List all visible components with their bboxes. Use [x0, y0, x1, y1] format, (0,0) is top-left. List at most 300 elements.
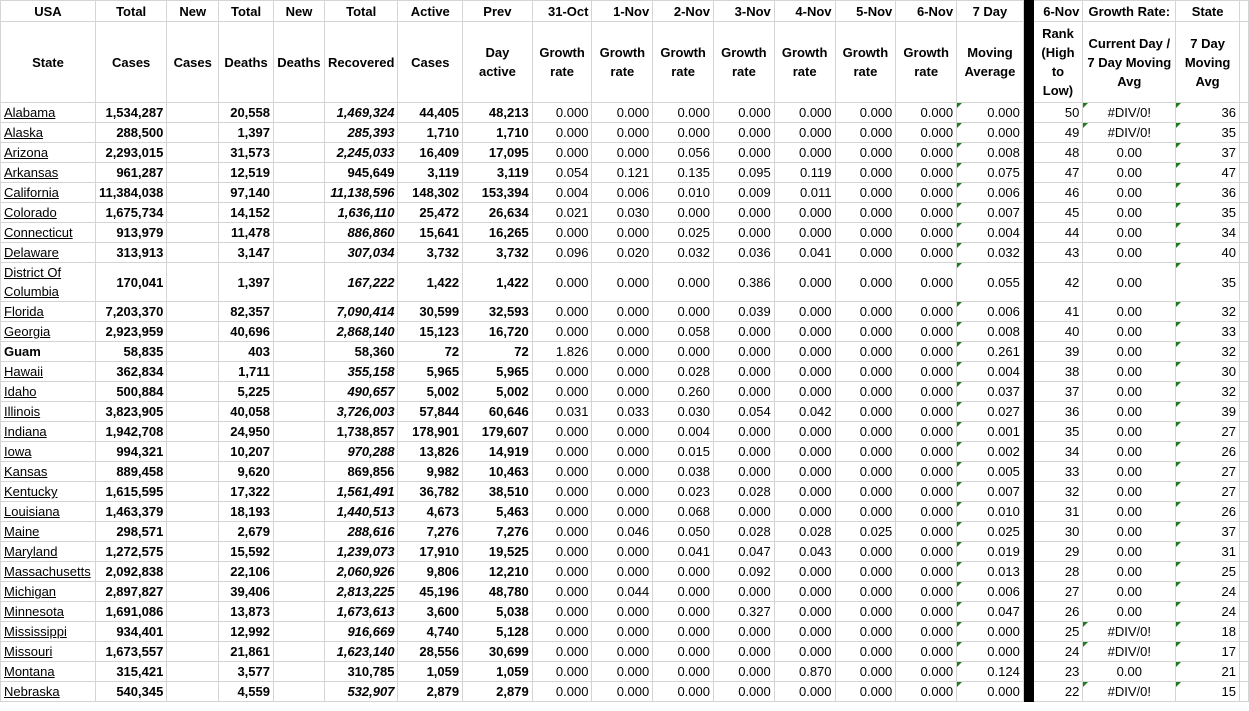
- growth-rate-cell[interactable]: 0.000: [896, 263, 957, 302]
- column-header[interactable]: 5-Nov: [835, 1, 896, 22]
- prev-day-active-cell[interactable]: 1,422: [463, 263, 533, 302]
- new-cases-cell[interactable]: [167, 442, 219, 462]
- empty-cell[interactable]: [1239, 442, 1248, 462]
- total-deaths-cell[interactable]: 3,147: [219, 243, 274, 263]
- growth-rate-cell[interactable]: 0.000: [835, 183, 896, 203]
- new-cases-cell[interactable]: [167, 243, 219, 263]
- total-cases-cell[interactable]: 3,823,905: [95, 402, 166, 422]
- growth-rate-cell[interactable]: 0.000: [714, 442, 775, 462]
- moving-average-cell[interactable]: 0.000: [957, 642, 1024, 662]
- empty-cell[interactable]: [1239, 602, 1248, 622]
- total-cases-cell[interactable]: 1,691,086: [95, 602, 166, 622]
- new-cases-cell[interactable]: [167, 302, 219, 322]
- column-header[interactable]: 7 Day Moving Avg: [1176, 22, 1240, 103]
- state-link[interactable]: Hawaii: [4, 364, 44, 379]
- growth-rate-cell[interactable]: 0.000: [653, 302, 714, 322]
- new-deaths-cell[interactable]: [273, 203, 324, 223]
- state-link[interactable]: Maryland: [4, 544, 58, 559]
- current-over-avg-cell[interactable]: 0.00: [1083, 582, 1176, 602]
- active-cases-cell[interactable]: 30,599: [398, 302, 463, 322]
- growth-rate-cell[interactable]: 0.000: [592, 302, 653, 322]
- current-over-avg-cell[interactable]: 0.00: [1083, 243, 1176, 263]
- prev-day-active-cell[interactable]: 153,394: [463, 183, 533, 203]
- state-7day-avg-cell[interactable]: 35: [1176, 123, 1240, 143]
- column-header[interactable]: Cases: [95, 22, 166, 103]
- growth-rate-cell[interactable]: 0.006: [592, 183, 653, 203]
- growth-rate-cell[interactable]: 0.000: [592, 562, 653, 582]
- state-cell[interactable]: [1, 602, 96, 622]
- new-cases-cell[interactable]: [167, 502, 219, 522]
- recovered-cell[interactable]: 2,245,033: [324, 143, 397, 163]
- column-header[interactable]: Growth rate: [592, 22, 653, 103]
- current-over-avg-cell[interactable]: #DIV/0!: [1083, 103, 1176, 123]
- state-link[interactable]: Kansas: [4, 464, 48, 479]
- growth-rate-cell[interactable]: 0.000: [835, 223, 896, 243]
- current-over-avg-cell[interactable]: 0.00: [1083, 662, 1176, 682]
- growth-rate-cell[interactable]: 0.000: [532, 522, 592, 542]
- rank-cell[interactable]: 25: [1033, 622, 1083, 642]
- new-deaths-cell[interactable]: [273, 482, 324, 502]
- growth-rate-cell[interactable]: 0.000: [896, 502, 957, 522]
- new-deaths-cell[interactable]: [273, 582, 324, 602]
- state-cell[interactable]: [1, 482, 96, 502]
- state-7day-avg-cell[interactable]: 39: [1176, 402, 1240, 422]
- new-cases-cell[interactable]: [167, 103, 219, 123]
- rank-cell[interactable]: 48: [1033, 143, 1083, 163]
- new-deaths-cell[interactable]: [273, 682, 324, 702]
- new-deaths-cell[interactable]: [273, 402, 324, 422]
- state-cell[interactable]: [1, 562, 96, 582]
- growth-rate-cell[interactable]: 0.000: [774, 322, 835, 342]
- rank-cell[interactable]: 39: [1033, 342, 1083, 362]
- growth-rate-cell[interactable]: 0.000: [714, 502, 775, 522]
- rank-cell[interactable]: 22: [1033, 682, 1083, 702]
- state-link[interactable]: Minnesota: [4, 604, 64, 619]
- empty-cell[interactable]: [1239, 462, 1248, 482]
- growth-rate-cell[interactable]: 0.000: [592, 382, 653, 402]
- column-header[interactable]: Total: [219, 1, 274, 22]
- growth-rate-cell[interactable]: 0.000: [592, 642, 653, 662]
- growth-rate-cell[interactable]: 0.000: [653, 582, 714, 602]
- current-over-avg-cell[interactable]: #DIV/0!: [1083, 123, 1176, 143]
- prev-day-active-cell[interactable]: 179,607: [463, 422, 533, 442]
- recovered-cell[interactable]: 2,868,140: [324, 322, 397, 342]
- growth-rate-cell[interactable]: 0.028: [714, 482, 775, 502]
- rank-cell[interactable]: 50: [1033, 103, 1083, 123]
- column-header[interactable]: 2-Nov: [653, 1, 714, 22]
- new-deaths-cell[interactable]: [273, 422, 324, 442]
- growth-rate-cell[interactable]: 0.000: [653, 622, 714, 642]
- prev-day-active-cell[interactable]: 30,699: [463, 642, 533, 662]
- column-header[interactable]: Total: [95, 1, 166, 22]
- empty-cell[interactable]: [1239, 502, 1248, 522]
- moving-average-cell[interactable]: 0.006: [957, 302, 1024, 322]
- rank-cell[interactable]: 29: [1033, 542, 1083, 562]
- moving-average-cell[interactable]: 0.007: [957, 482, 1024, 502]
- growth-rate-cell[interactable]: 0.000: [835, 442, 896, 462]
- recovered-cell[interactable]: 3,726,003: [324, 402, 397, 422]
- recovered-cell[interactable]: 1,623,140: [324, 642, 397, 662]
- growth-rate-cell[interactable]: 0.000: [835, 263, 896, 302]
- empty-cell[interactable]: [1239, 382, 1248, 402]
- empty-cell[interactable]: [1239, 143, 1248, 163]
- rank-cell[interactable]: 36: [1033, 402, 1083, 422]
- new-deaths-cell[interactable]: [273, 622, 324, 642]
- state-7day-avg-cell[interactable]: 36: [1176, 183, 1240, 203]
- total-deaths-cell[interactable]: 13,873: [219, 602, 274, 622]
- moving-average-cell[interactable]: 0.008: [957, 143, 1024, 163]
- prev-day-active-cell[interactable]: 60,646: [463, 402, 533, 422]
- growth-rate-cell[interactable]: 0.000: [774, 362, 835, 382]
- rank-cell[interactable]: 30: [1033, 522, 1083, 542]
- total-cases-cell[interactable]: 1,534,287: [95, 103, 166, 123]
- new-cases-cell[interactable]: [167, 662, 219, 682]
- state-7day-avg-cell[interactable]: 32: [1176, 382, 1240, 402]
- new-cases-cell[interactable]: [167, 322, 219, 342]
- column-header[interactable]: Growth rate: [532, 22, 592, 103]
- growth-rate-cell[interactable]: 0.000: [653, 342, 714, 362]
- total-cases-cell[interactable]: 913,979: [95, 223, 166, 243]
- column-header[interactable]: 7 Day: [957, 1, 1024, 22]
- state-7day-avg-cell[interactable]: 37: [1176, 143, 1240, 163]
- growth-rate-cell[interactable]: 0.000: [592, 462, 653, 482]
- recovered-cell[interactable]: 886,860: [324, 223, 397, 243]
- rank-cell[interactable]: 44: [1033, 223, 1083, 243]
- moving-average-cell[interactable]: 0.006: [957, 183, 1024, 203]
- growth-rate-cell[interactable]: 0.000: [835, 502, 896, 522]
- growth-rate-cell[interactable]: 0.870: [774, 662, 835, 682]
- growth-rate-cell[interactable]: 0.000: [774, 602, 835, 622]
- growth-rate-cell[interactable]: 0.000: [653, 103, 714, 123]
- growth-rate-cell[interactable]: 0.000: [653, 642, 714, 662]
- growth-rate-cell[interactable]: 0.000: [896, 562, 957, 582]
- new-deaths-cell[interactable]: [273, 462, 324, 482]
- growth-rate-cell[interactable]: 0.000: [896, 223, 957, 243]
- current-over-avg-cell[interactable]: 0.00: [1083, 402, 1176, 422]
- total-deaths-cell[interactable]: 1,711: [219, 362, 274, 382]
- growth-rate-cell[interactable]: 0.000: [774, 582, 835, 602]
- state-cell[interactable]: [1, 143, 96, 163]
- total-deaths-cell[interactable]: 14,152: [219, 203, 274, 223]
- growth-rate-cell[interactable]: 0.028: [653, 362, 714, 382]
- new-cases-cell[interactable]: [167, 602, 219, 622]
- growth-rate-cell[interactable]: 0.000: [835, 682, 896, 702]
- state-cell[interactable]: [1, 322, 96, 342]
- state-link[interactable]: Alaska: [4, 125, 44, 140]
- state-link[interactable]: Delaware: [4, 245, 59, 260]
- current-over-avg-cell[interactable]: 0.00: [1083, 183, 1176, 203]
- total-deaths-cell[interactable]: 40,058: [219, 402, 274, 422]
- column-header[interactable]: Total: [324, 1, 397, 22]
- active-cases-cell[interactable]: 25,472: [398, 203, 463, 223]
- growth-rate-cell[interactable]: 0.050: [653, 522, 714, 542]
- growth-rate-cell[interactable]: 0.000: [896, 462, 957, 482]
- empty-cell[interactable]: [1239, 422, 1248, 442]
- new-deaths-cell[interactable]: [273, 163, 324, 183]
- growth-rate-cell[interactable]: 0.011: [774, 183, 835, 203]
- current-over-avg-cell[interactable]: 0.00: [1083, 322, 1176, 342]
- growth-rate-cell[interactable]: 0.000: [714, 143, 775, 163]
- growth-rate-cell[interactable]: 0.000: [592, 342, 653, 362]
- growth-rate-cell[interactable]: 0.000: [532, 462, 592, 482]
- current-over-avg-cell[interactable]: 0.00: [1083, 482, 1176, 502]
- growth-rate-cell[interactable]: 0.000: [592, 263, 653, 302]
- prev-day-active-cell[interactable]: 1,710: [463, 123, 533, 143]
- growth-rate-cell[interactable]: 0.000: [532, 582, 592, 602]
- total-deaths-cell[interactable]: 24,950: [219, 422, 274, 442]
- rank-cell[interactable]: 23: [1033, 662, 1083, 682]
- total-deaths-cell[interactable]: 31,573: [219, 143, 274, 163]
- new-deaths-cell[interactable]: [273, 263, 324, 302]
- growth-rate-cell[interactable]: 0.000: [774, 642, 835, 662]
- growth-rate-cell[interactable]: 0.000: [532, 482, 592, 502]
- new-deaths-cell[interactable]: [273, 562, 324, 582]
- new-deaths-cell[interactable]: [273, 542, 324, 562]
- prev-day-active-cell[interactable]: 17,095: [463, 143, 533, 163]
- total-cases-cell[interactable]: 288,500: [95, 123, 166, 143]
- empty-cell[interactable]: [1239, 243, 1248, 263]
- growth-rate-cell[interactable]: 0.000: [592, 362, 653, 382]
- growth-rate-cell[interactable]: 0.000: [774, 562, 835, 582]
- growth-rate-cell[interactable]: 0.000: [653, 203, 714, 223]
- total-deaths-cell[interactable]: 4,559: [219, 682, 274, 702]
- growth-rate-cell[interactable]: 0.046: [592, 522, 653, 542]
- total-cases-cell[interactable]: 315,421: [95, 662, 166, 682]
- growth-rate-cell[interactable]: 0.000: [835, 322, 896, 342]
- column-header[interactable]: 3-Nov: [714, 1, 775, 22]
- state-cell[interactable]: [1, 622, 96, 642]
- total-deaths-cell[interactable]: 2,679: [219, 522, 274, 542]
- state-cell[interactable]: [1, 402, 96, 422]
- growth-rate-cell[interactable]: 0.000: [714, 103, 775, 123]
- prev-day-active-cell[interactable]: 7,276: [463, 522, 533, 542]
- total-cases-cell[interactable]: 961,287: [95, 163, 166, 183]
- prev-day-active-cell[interactable]: 5,002: [463, 382, 533, 402]
- new-cases-cell[interactable]: [167, 542, 219, 562]
- total-deaths-cell[interactable]: 22,106: [219, 562, 274, 582]
- new-cases-cell[interactable]: [167, 422, 219, 442]
- growth-rate-cell[interactable]: 0.038: [653, 462, 714, 482]
- growth-rate-cell[interactable]: 0.000: [532, 322, 592, 342]
- new-deaths-cell[interactable]: [273, 183, 324, 203]
- active-cases-cell[interactable]: 4,673: [398, 502, 463, 522]
- active-cases-cell[interactable]: 1,422: [398, 263, 463, 302]
- growth-rate-cell[interactable]: 0.000: [532, 562, 592, 582]
- total-deaths-cell[interactable]: 82,357: [219, 302, 274, 322]
- rank-cell[interactable]: 28: [1033, 562, 1083, 582]
- growth-rate-cell[interactable]: 0.000: [896, 322, 957, 342]
- state-cell[interactable]: [1, 542, 96, 562]
- state-7day-avg-cell[interactable]: 24: [1176, 602, 1240, 622]
- growth-rate-cell[interactable]: 0.000: [774, 302, 835, 322]
- growth-rate-cell[interactable]: 0.000: [714, 682, 775, 702]
- growth-rate-cell[interactable]: 0.000: [532, 662, 592, 682]
- total-cases-cell[interactable]: 313,913: [95, 243, 166, 263]
- new-cases-cell[interactable]: [167, 382, 219, 402]
- column-header[interactable]: Growth rate: [774, 22, 835, 103]
- recovered-cell[interactable]: 7,090,414: [324, 302, 397, 322]
- growth-rate-cell[interactable]: 0.000: [592, 143, 653, 163]
- state-cell[interactable]: [1, 682, 96, 702]
- moving-average-cell[interactable]: 0.013: [957, 562, 1024, 582]
- active-cases-cell[interactable]: 72: [398, 342, 463, 362]
- moving-average-cell[interactable]: 0.032: [957, 243, 1024, 263]
- new-cases-cell[interactable]: [167, 163, 219, 183]
- growth-rate-cell[interactable]: 0.095: [714, 163, 775, 183]
- rank-cell[interactable]: 43: [1033, 243, 1083, 263]
- prev-day-active-cell[interactable]: 32,593: [463, 302, 533, 322]
- rank-cell[interactable]: 47: [1033, 163, 1083, 183]
- growth-rate-cell[interactable]: 0.327: [714, 602, 775, 622]
- new-deaths-cell[interactable]: [273, 382, 324, 402]
- state-7day-avg-cell[interactable]: 36: [1176, 103, 1240, 123]
- total-cases-cell[interactable]: 2,897,827: [95, 582, 166, 602]
- growth-rate-cell[interactable]: 0.000: [592, 602, 653, 622]
- growth-rate-cell[interactable]: 0.000: [835, 642, 896, 662]
- total-cases-cell[interactable]: 2,923,959: [95, 322, 166, 342]
- growth-rate-cell[interactable]: 0.135: [653, 163, 714, 183]
- total-deaths-cell[interactable]: 10,207: [219, 442, 274, 462]
- new-cases-cell[interactable]: [167, 522, 219, 542]
- growth-rate-cell[interactable]: 0.028: [714, 522, 775, 542]
- recovered-cell[interactable]: 288,616: [324, 522, 397, 542]
- prev-day-active-cell[interactable]: 19,525: [463, 542, 533, 562]
- active-cases-cell[interactable]: 16,409: [398, 143, 463, 163]
- total-cases-cell[interactable]: 540,345: [95, 682, 166, 702]
- total-cases-cell[interactable]: 2,092,838: [95, 562, 166, 582]
- moving-average-cell[interactable]: 0.025: [957, 522, 1024, 542]
- growth-rate-cell[interactable]: 0.000: [774, 103, 835, 123]
- moving-average-cell[interactable]: 0.037: [957, 382, 1024, 402]
- empty-cell[interactable]: [1239, 562, 1248, 582]
- growth-rate-cell[interactable]: 0.043: [774, 542, 835, 562]
- state-7day-avg-cell[interactable]: 32: [1176, 342, 1240, 362]
- active-cases-cell[interactable]: 45,196: [398, 582, 463, 602]
- column-header[interactable]: Day active: [463, 22, 533, 103]
- column-header[interactable]: Growth rate: [835, 22, 896, 103]
- growth-rate-cell[interactable]: 0.042: [774, 402, 835, 422]
- total-deaths-cell[interactable]: 12,992: [219, 622, 274, 642]
- growth-rate-cell[interactable]: 0.041: [774, 243, 835, 263]
- column-header-empty[interactable]: [1239, 1, 1248, 22]
- state-cell[interactable]: [1, 103, 96, 123]
- total-cases-cell[interactable]: 1,272,575: [95, 542, 166, 562]
- rank-cell[interactable]: 46: [1033, 183, 1083, 203]
- new-cases-cell[interactable]: [167, 642, 219, 662]
- current-over-avg-cell[interactable]: 0.00: [1083, 462, 1176, 482]
- state-link[interactable]: Arizona: [4, 145, 49, 160]
- recovered-cell[interactable]: 1,469,324: [324, 103, 397, 123]
- growth-rate-cell[interactable]: 0.000: [896, 482, 957, 502]
- column-header[interactable]: Growth rate: [896, 22, 957, 103]
- total-cases-cell[interactable]: 500,884: [95, 382, 166, 402]
- moving-average-cell[interactable]: 0.075: [957, 163, 1024, 183]
- state-link[interactable]: Michigan: [4, 584, 57, 599]
- column-header[interactable]: Current Day / 7 Day Moving Avg: [1083, 22, 1176, 103]
- growth-rate-cell[interactable]: 0.000: [835, 602, 896, 622]
- growth-rate-cell[interactable]: 0.000: [592, 482, 653, 502]
- growth-rate-cell[interactable]: 0.000: [774, 203, 835, 223]
- active-cases-cell[interactable]: 28,556: [398, 642, 463, 662]
- growth-rate-cell[interactable]: 0.023: [653, 482, 714, 502]
- growth-rate-cell[interactable]: 0.058: [653, 322, 714, 342]
- total-deaths-cell[interactable]: 9,620: [219, 462, 274, 482]
- state-link[interactable]: Nebraska: [4, 684, 60, 699]
- rank-cell[interactable]: 40: [1033, 322, 1083, 342]
- total-deaths-cell[interactable]: 11,478: [219, 223, 274, 243]
- new-deaths-cell[interactable]: [273, 143, 324, 163]
- growth-rate-cell[interactable]: 0.000: [896, 662, 957, 682]
- moving-average-cell[interactable]: 0.006: [957, 582, 1024, 602]
- growth-rate-cell[interactable]: 0.000: [592, 103, 653, 123]
- active-cases-cell[interactable]: 44,405: [398, 103, 463, 123]
- recovered-cell[interactable]: 490,657: [324, 382, 397, 402]
- growth-rate-cell[interactable]: 0.000: [835, 382, 896, 402]
- column-header[interactable]: USA: [1, 1, 96, 22]
- empty-cell[interactable]: [1239, 482, 1248, 502]
- growth-rate-cell[interactable]: 0.000: [835, 163, 896, 183]
- total-deaths-cell[interactable]: 12,519: [219, 163, 274, 183]
- state-link[interactable]: Florida: [4, 304, 44, 319]
- growth-rate-cell[interactable]: 0.000: [774, 123, 835, 143]
- prev-day-active-cell[interactable]: 16,265: [463, 223, 533, 243]
- new-cases-cell[interactable]: [167, 143, 219, 163]
- growth-rate-cell[interactable]: 0.000: [714, 622, 775, 642]
- prev-day-active-cell[interactable]: 16,720: [463, 322, 533, 342]
- growth-rate-cell[interactable]: 0.000: [896, 183, 957, 203]
- growth-rate-cell[interactable]: 0.000: [774, 622, 835, 642]
- growth-rate-cell[interactable]: 0.000: [714, 662, 775, 682]
- state-7day-avg-cell[interactable]: 24: [1176, 582, 1240, 602]
- active-cases-cell[interactable]: 57,844: [398, 402, 463, 422]
- growth-rate-cell[interactable]: 0.000: [714, 642, 775, 662]
- empty-cell[interactable]: [1239, 223, 1248, 243]
- state-7day-avg-cell[interactable]: 15: [1176, 682, 1240, 702]
- column-header[interactable]: 31-Oct: [532, 1, 592, 22]
- growth-rate-cell[interactable]: 0.028: [774, 522, 835, 542]
- growth-rate-cell[interactable]: 0.000: [714, 422, 775, 442]
- prev-day-active-cell[interactable]: 12,210: [463, 562, 533, 582]
- recovered-cell[interactable]: 970,288: [324, 442, 397, 462]
- empty-cell[interactable]: [1239, 682, 1248, 702]
- empty-cell[interactable]: [1239, 402, 1248, 422]
- state-cell[interactable]: [1, 243, 96, 263]
- empty-cell[interactable]: [1239, 103, 1248, 123]
- column-header[interactable]: 6-Nov: [896, 1, 957, 22]
- growth-rate-cell[interactable]: 0.000: [653, 662, 714, 682]
- current-over-avg-cell[interactable]: 0.00: [1083, 263, 1176, 302]
- growth-rate-cell[interactable]: 0.096: [532, 243, 592, 263]
- growth-rate-cell[interactable]: 0.000: [532, 123, 592, 143]
- growth-rate-cell[interactable]: 0.000: [774, 502, 835, 522]
- growth-rate-cell[interactable]: 0.036: [714, 243, 775, 263]
- current-over-avg-cell[interactable]: 0.00: [1083, 542, 1176, 562]
- growth-rate-cell[interactable]: 0.000: [835, 422, 896, 442]
- moving-average-cell[interactable]: 0.004: [957, 362, 1024, 382]
- active-cases-cell[interactable]: 15,123: [398, 322, 463, 342]
- total-cases-cell[interactable]: 934,401: [95, 622, 166, 642]
- empty-cell[interactable]: [1239, 542, 1248, 562]
- rank-cell[interactable]: 41: [1033, 302, 1083, 322]
- column-header[interactable]: Growth rate: [653, 22, 714, 103]
- active-cases-cell[interactable]: 1,059: [398, 662, 463, 682]
- new-deaths-cell[interactable]: [273, 662, 324, 682]
- moving-average-cell[interactable]: 0.005: [957, 462, 1024, 482]
- total-deaths-cell[interactable]: 18,193: [219, 502, 274, 522]
- growth-rate-cell[interactable]: 0.000: [896, 302, 957, 322]
- new-deaths-cell[interactable]: [273, 322, 324, 342]
- total-cases-cell[interactable]: 1,463,379: [95, 502, 166, 522]
